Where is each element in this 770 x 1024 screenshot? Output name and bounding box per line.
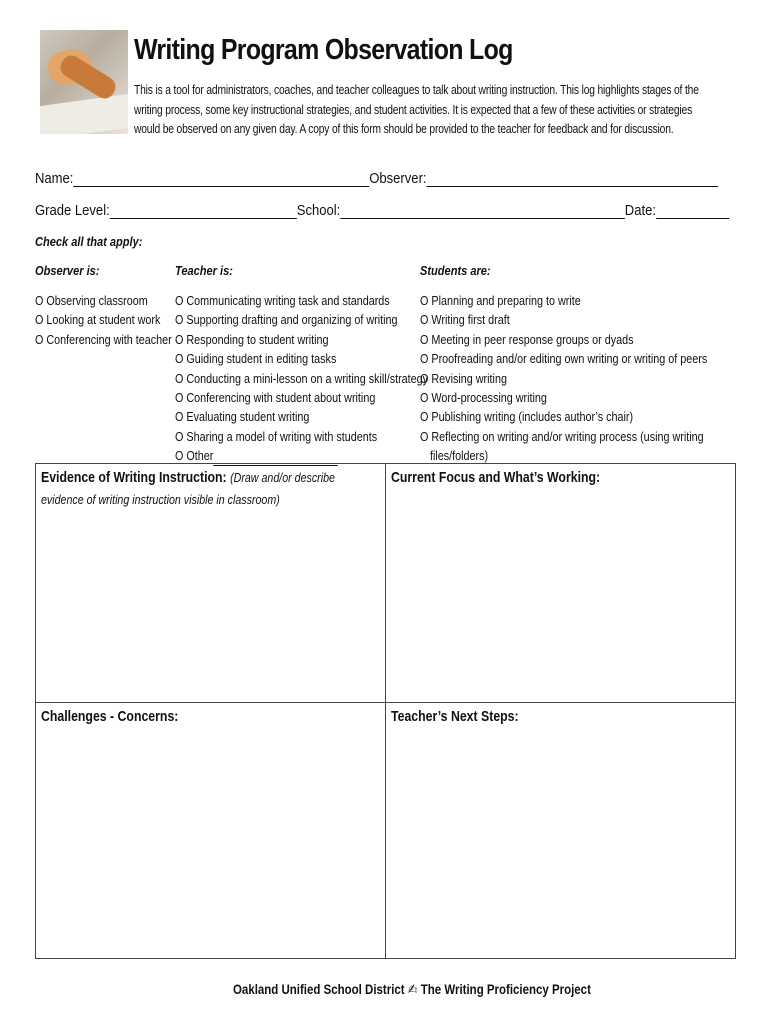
students-option[interactable]: O Writing first draft <box>420 312 510 328</box>
name-observer-row <box>35 170 644 187</box>
observation-grid <box>35 463 736 959</box>
observer-option[interactable]: O Conferencing with teacher <box>35 331 172 347</box>
students-option[interactable]: O Revising writing <box>420 370 507 386</box>
intro-line: would be observed on any given day. A copy of this form should be provided to the teacher for feedback and for discussion. <box>134 121 674 136</box>
check-instruction: Check all that apply: <box>35 234 143 249</box>
page-footer <box>233 981 591 998</box>
observer-options <box>35 291 172 349</box>
grade-school-date-row <box>35 202 657 219</box>
students-option[interactable]: O Reflecting on writing and/or writing process (using writing <box>420 428 704 444</box>
grid-horizontal-divider <box>36 702 735 703</box>
students-option[interactable]: O Proofreading and/or editing own writing or writing of peers <box>420 351 708 367</box>
evidence-heading <box>41 469 335 486</box>
observer-heading: Observer is: <box>35 263 100 278</box>
students-option[interactable]: O Planning and preparing to write <box>420 293 581 308</box>
observer-option[interactable]: O Observing classroom <box>35 293 148 308</box>
teacher-heading: Teacher is: <box>175 263 233 278</box>
writing-hand-photo <box>40 30 128 134</box>
teacher-option[interactable]: O Communicating writing task and standards <box>175 293 390 308</box>
grade-field[interactable] <box>110 204 297 219</box>
teacher-option[interactable]: O Conferencing with student about writing <box>175 390 376 406</box>
students-heading: Students are: <box>420 263 491 278</box>
teacher-option[interactable]: O Supporting drafting and organizing of writing <box>175 312 398 328</box>
school-field[interactable] <box>340 204 624 219</box>
name-field[interactable] <box>73 172 369 187</box>
pen-icon: ✍ <box>407 981 418 997</box>
teacher-option[interactable]: O Guiding student in editing tasks <box>175 351 337 367</box>
footer-project: The Writing Proficiency Project <box>420 981 591 997</box>
evidence-hint: (Draw and/or describe <box>230 470 335 485</box>
teacher-option[interactable]: O Conducting a mini-lesson on a writing skill/strategy <box>175 370 429 386</box>
teacher-option[interactable]: O Sharing a model of writing with students <box>175 428 378 444</box>
evidence-hint-line2: evidence of writing instruction visible in classroom) <box>41 492 280 507</box>
date-label: Date: <box>624 202 657 219</box>
intro-line: writing process, some key instructional strategies, and student activities. It is expected that a few of these activities or strategies <box>134 101 693 117</box>
teacher-option[interactable]: O Responding to student writing <box>175 331 329 347</box>
grid-vertical-divider <box>385 464 386 958</box>
students-option[interactable]: O Publishing writing (includes author’s chair) <box>420 409 634 425</box>
next-steps-heading: Teacher’s Next Steps: <box>391 708 519 725</box>
grade-label: Grade Level: <box>35 202 110 219</box>
other-label: O Other <box>175 448 214 464</box>
school-label: School: <box>296 202 341 219</box>
students-options <box>420 291 707 466</box>
evidence-title: Evidence of Writing Instruction: <box>41 469 227 486</box>
focus-heading: Current Focus and What’s Working: <box>391 469 601 486</box>
date-field[interactable] <box>656 204 729 219</box>
challenges-heading: Challenges - Concerns: <box>41 708 179 725</box>
footer-district: Oakland Unified School District <box>233 981 405 997</box>
intro-paragraph <box>134 80 703 139</box>
observer-label: Observer: <box>369 170 427 187</box>
name-label: Name: <box>35 170 74 187</box>
students-option-continuation: files/folders) <box>429 448 489 464</box>
teacher-option[interactable]: O Evaluating student writing <box>175 409 310 425</box>
students-option[interactable]: O Word-processing writing <box>420 390 547 406</box>
observer-field[interactable] <box>427 172 718 187</box>
paper-shape <box>40 94 128 134</box>
teacher-options <box>175 291 428 466</box>
observer-option[interactable]: O Looking at student work <box>35 312 161 328</box>
students-option[interactable]: O Meeting in peer response groups or dyads <box>420 331 634 347</box>
page-title: Writing Program Observation Log <box>134 34 513 66</box>
intro-line: This is a tool for administrators, coaches, and teacher colleagues to talk about writing instruction. This log highlights stages of the <box>134 82 699 97</box>
